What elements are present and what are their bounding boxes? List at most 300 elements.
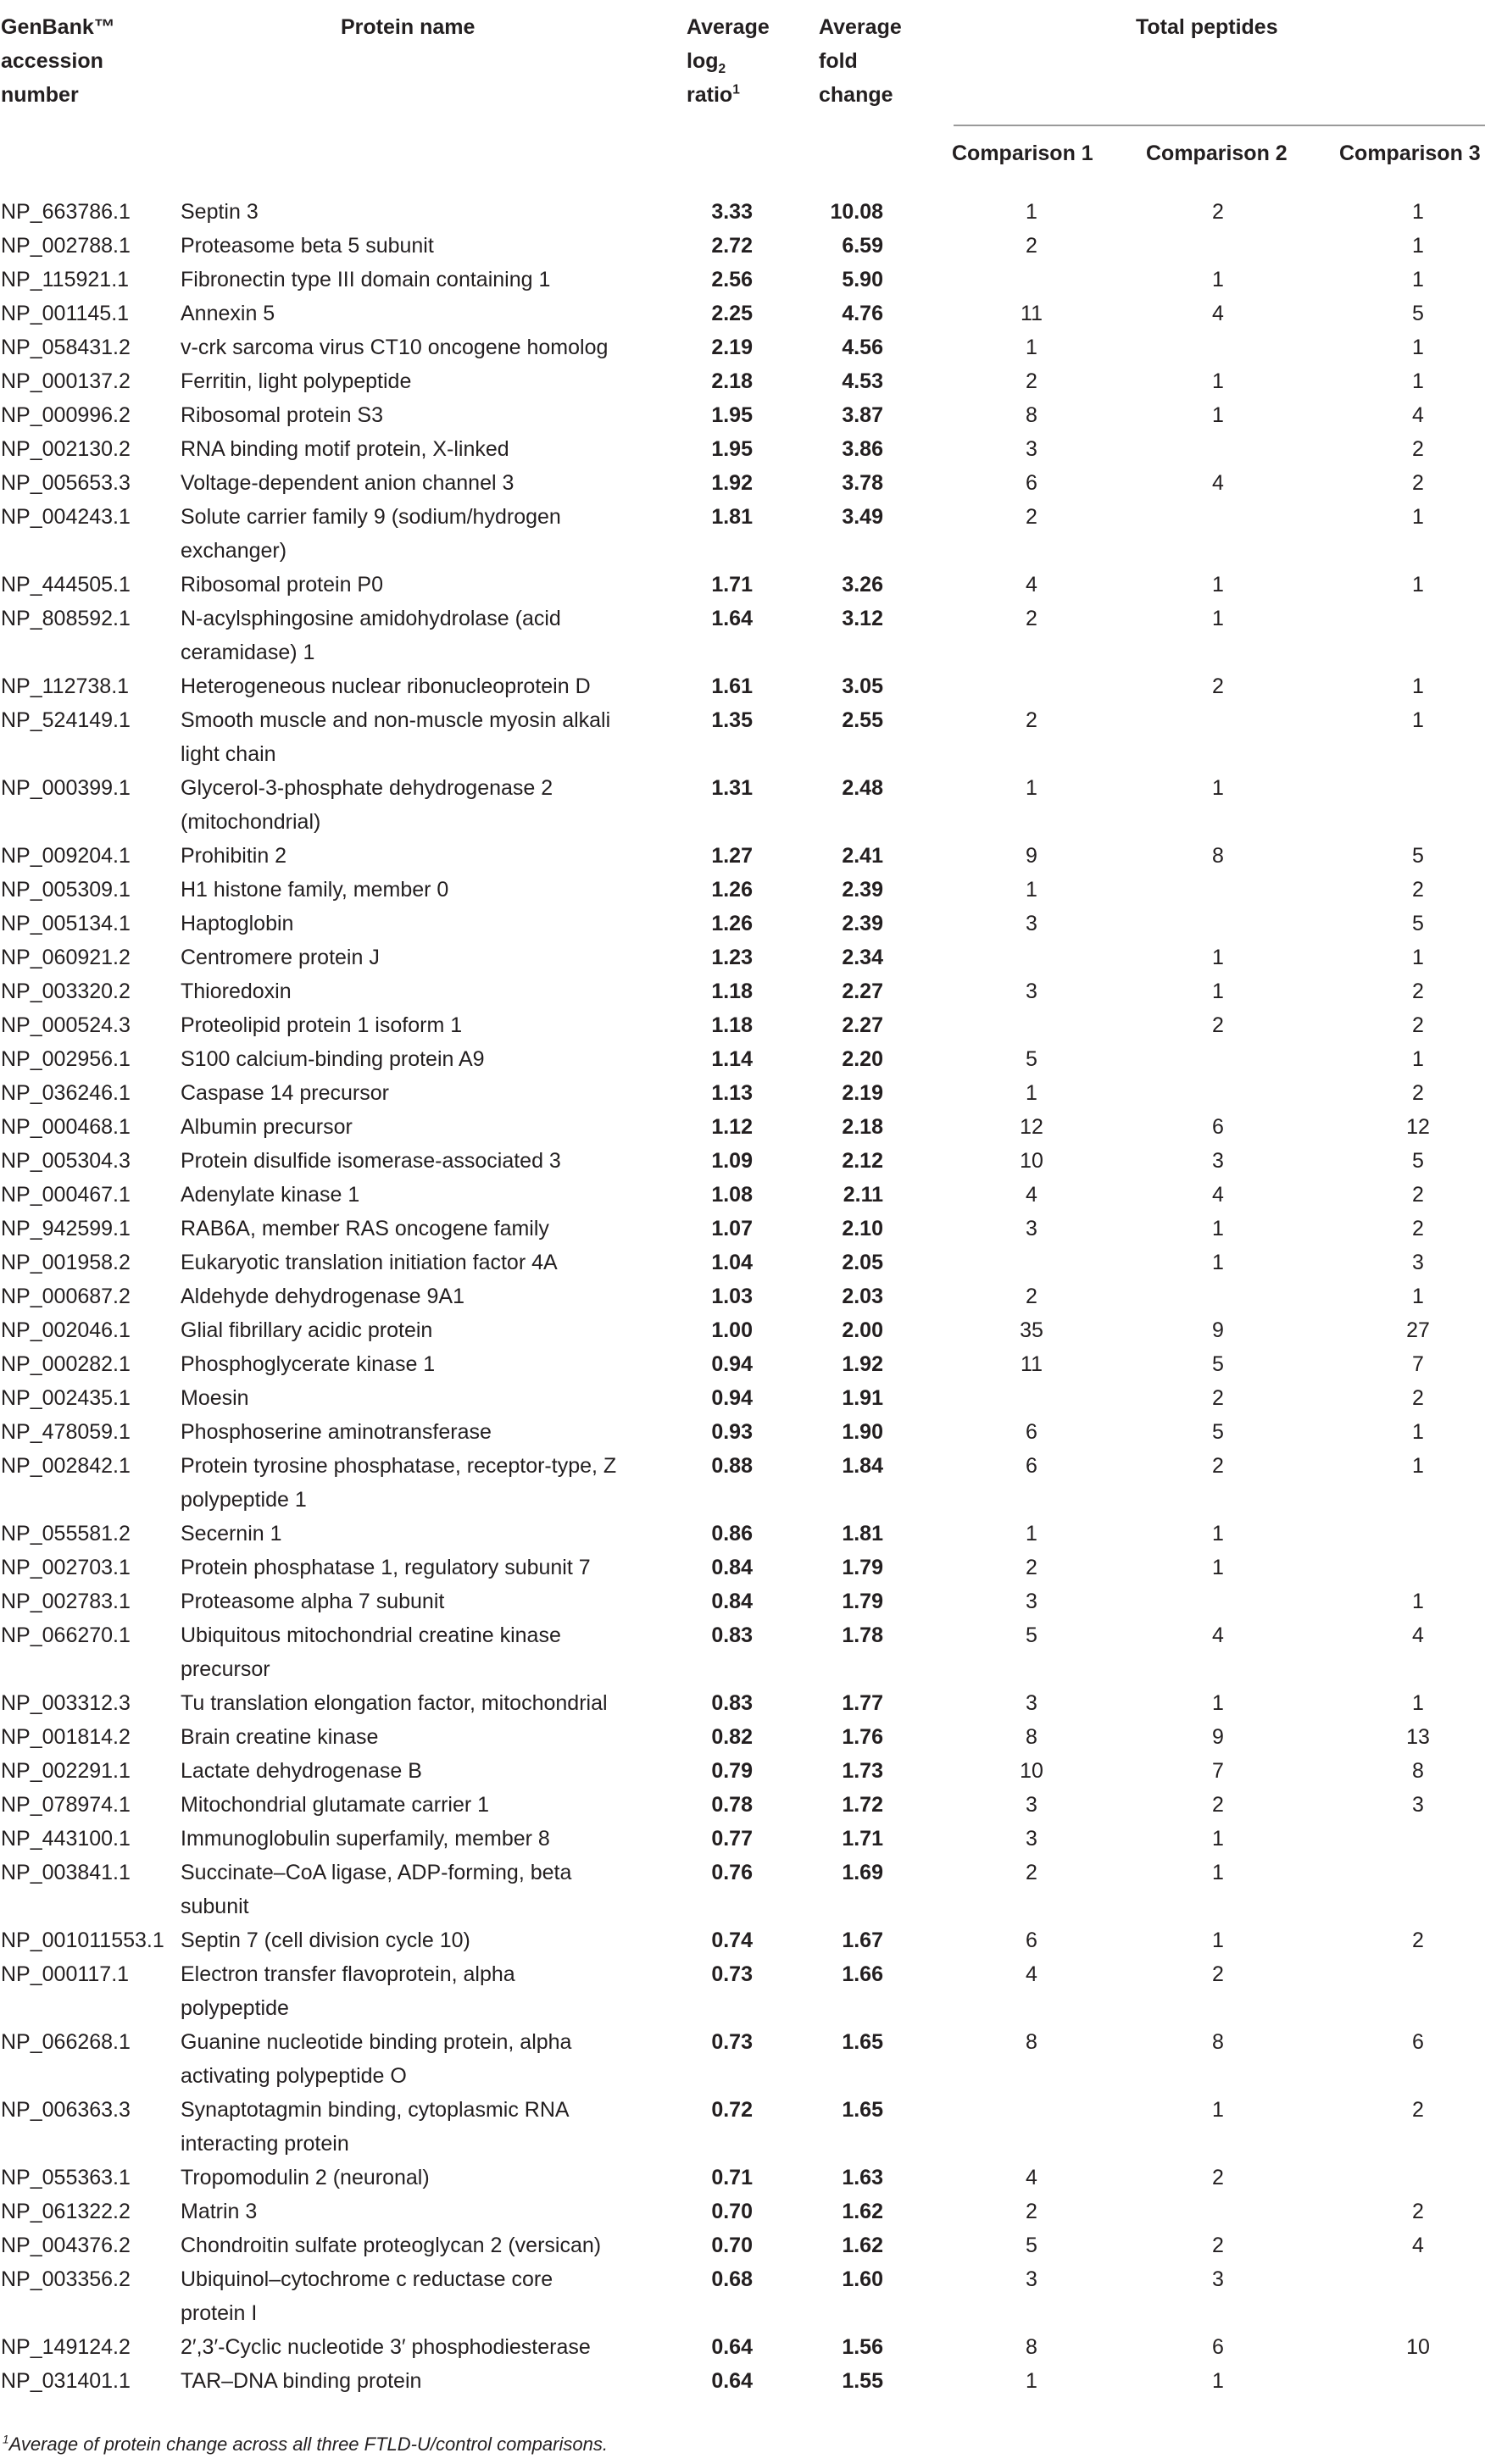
- comparison-1-cell: 4: [1026, 2166, 1037, 2189]
- table-row: [0, 873, 1485, 907]
- log2-ratio-cell: 1.92: [711, 471, 753, 495]
- fold-change-cell: 1.79: [842, 1590, 883, 1613]
- table-row: [0, 941, 1485, 974]
- comparison-3-cell: 13: [1406, 1725, 1430, 1749]
- accession-cell: NP_112738.1: [1, 674, 130, 698]
- table-row: [0, 1110, 1485, 1144]
- fold-change-cell: 4.56: [842, 336, 883, 359]
- comparison-2-cell: 1: [1212, 268, 1224, 291]
- comparison-1-cell: 2: [1026, 708, 1037, 732]
- comparison-3-cell: 1: [1412, 336, 1424, 359]
- accession-cell: NP_002130.2: [1, 437, 131, 461]
- table-row: [0, 1720, 1485, 1754]
- table-row: [0, 2364, 1485, 2398]
- comparison-1-cell: 3: [1026, 1691, 1037, 1715]
- table-row: [0, 669, 1485, 703]
- protein-name-cell: Guanine nucleotide binding protein, alpha activating polypeptide O: [181, 2030, 572, 2088]
- log2-ratio-cell: 1.95: [711, 403, 753, 427]
- comparison-2-cell: 1: [1212, 776, 1224, 800]
- table-row: [0, 703, 1485, 771]
- comparison-1-cell: 3: [1026, 912, 1037, 935]
- protein-name-cell: Thioredoxin: [181, 979, 292, 1003]
- accession-cell: NP_005653.3: [1, 471, 131, 495]
- comparison-1-cell: 3: [1026, 1793, 1037, 1817]
- table-row: [0, 500, 1485, 568]
- protein-name-cell: Electron transfer flavoprotein, alpha polypeptide: [181, 1962, 515, 2020]
- accession-cell: NP_055581.2: [1, 1522, 131, 1546]
- accession-cell: NP_001814.2: [1, 1725, 131, 1749]
- fold-change-cell: 3.26: [842, 573, 883, 597]
- comparison-2-cell: 8: [1212, 2030, 1224, 2054]
- comparison-1-cell: 1: [1026, 2369, 1037, 2393]
- accession-cell: NP_002783.1: [1, 1590, 131, 1613]
- protein-name-cell: Synaptotagmin binding, cytoplasmic RNA interacting protein: [181, 2098, 569, 2156]
- fold-change-cell: 2.48: [842, 776, 883, 800]
- fold-change-cell: 2.41: [842, 844, 883, 868]
- log2-ratio-cell: 1.18: [711, 1013, 753, 1037]
- fold-change-cell: 1.91: [842, 1386, 883, 1410]
- log2-ratio-cell: 0.82: [711, 1725, 753, 1749]
- protein-name-cell: Glycerol-3-phosphate dehydrogenase 2 (mitochondrial): [181, 776, 553, 834]
- comparison-3-cell: 2: [1412, 1183, 1424, 1207]
- fold-change-cell: 1.63: [842, 2166, 883, 2189]
- comparison-3-cell: 5: [1412, 912, 1424, 935]
- comparison-3-cell: 1: [1412, 1590, 1424, 1613]
- fold-change-cell: 1.72: [842, 1793, 883, 1817]
- comparison-3-cell: 1: [1412, 573, 1424, 597]
- fold-change-cell: 1.60: [842, 2267, 883, 2291]
- log2-ratio-cell: 1.95: [711, 437, 753, 461]
- accession-cell: NP_478059.1: [1, 1420, 131, 1444]
- log2-ratio-cell: 1.27: [711, 844, 753, 868]
- table-row: [0, 568, 1485, 602]
- log2-ratio-cell: 0.74: [711, 1928, 753, 1952]
- table-row: [0, 229, 1485, 263]
- protein-name-cell: Lactate dehydrogenase B: [181, 1759, 422, 1783]
- fold-change-cell: 1.76: [842, 1725, 883, 1749]
- fold-change-cell: 3.49: [842, 505, 883, 529]
- comparison-1-cell: 1: [1026, 878, 1037, 902]
- log2-ratio-cell: 0.64: [711, 2335, 753, 2359]
- comparison-1-cell: 6: [1026, 471, 1037, 495]
- fold-change-cell: 1.77: [842, 1691, 883, 1715]
- table-row: [0, 1178, 1485, 1212]
- table-row: [0, 1517, 1485, 1551]
- log2-ratio-cell: 0.78: [711, 1793, 753, 1817]
- fold-change-cell: 2.12: [842, 1149, 883, 1173]
- accession-cell: NP_031401.1: [1, 2369, 131, 2393]
- fold-change-cell: 1.66: [842, 1962, 883, 1986]
- table-row: [0, 974, 1485, 1008]
- comparison-1-cell: 1: [1026, 1522, 1037, 1546]
- comparison-2-cell: 9: [1212, 1725, 1224, 1749]
- table-row: [0, 1584, 1485, 1618]
- comparison-3-cell: 12: [1406, 1115, 1430, 1139]
- table-row: [0, 1212, 1485, 1246]
- comparison-1-cell: 8: [1026, 403, 1037, 427]
- fold-change-cell: 2.18: [842, 1115, 883, 1139]
- accession-cell: NP_002291.1: [1, 1759, 131, 1783]
- accession-cell: NP_002788.1: [1, 234, 131, 258]
- accession-cell: NP_004243.1: [1, 505, 131, 529]
- comparison-2-cell: 7: [1212, 1759, 1224, 1783]
- table-row: [0, 1347, 1485, 1381]
- comparison-1-cell: 2: [1026, 1861, 1037, 1884]
- fold-change-cell: 1.81: [842, 1522, 883, 1546]
- table-row: [0, 1279, 1485, 1313]
- log2-ratio-cell: 2.72: [711, 234, 753, 258]
- table-row: [0, 1754, 1485, 1788]
- protein-name-cell: H1 histone family, member 0: [181, 878, 449, 902]
- header-accession: GenBank™ accession number: [1, 15, 115, 107]
- accession-cell: NP_001958.2: [1, 1251, 131, 1274]
- accession-cell: NP_058431.2: [1, 336, 131, 359]
- comparison-3-cell: 5: [1412, 844, 1424, 868]
- accession-cell: NP_444505.1: [1, 573, 131, 597]
- fold-change-cell: 3.05: [842, 674, 883, 698]
- comparison-2-cell: 2: [1212, 1386, 1224, 1410]
- comparison-2-cell: 1: [1212, 1556, 1224, 1579]
- footnote: $^1$Average of protein change across all three FTLD-U/control comparisons.: [3, 2433, 608, 2455]
- comparison-3-cell: 1: [1412, 1691, 1424, 1715]
- accession-cell: NP_003841.1: [1, 1861, 131, 1884]
- comparison-1-cell: 8: [1026, 2030, 1037, 2054]
- comparison-3-cell: 1: [1412, 1420, 1424, 1444]
- fold-change-cell: 1.67: [842, 1928, 883, 1952]
- table-row: [0, 2330, 1485, 2364]
- table-row: [0, 330, 1485, 364]
- comparison-2-cell: 1: [1212, 1928, 1224, 1952]
- protein-name-cell: Protein phosphatase 1, regulatory subunit 7: [181, 1556, 591, 1579]
- table-row: [0, 2025, 1485, 2093]
- comparison-1-cell: 6: [1026, 1420, 1037, 1444]
- comparison-3-cell: 4: [1412, 1623, 1424, 1647]
- table-row: [0, 1449, 1485, 1517]
- table-row: [0, 1822, 1485, 1856]
- accession-cell: NP_001145.1: [1, 302, 130, 325]
- accession-cell: NP_002435.1: [1, 1386, 131, 1410]
- comparison-1-cell: 4: [1026, 1183, 1037, 1207]
- comparison-1-cell: 5: [1026, 1623, 1037, 1647]
- log2-ratio-cell: 0.84: [711, 1556, 753, 1579]
- comparison-1-cell: 2: [1026, 234, 1037, 258]
- comparison-1-cell: 6: [1026, 1928, 1037, 1952]
- protein-name-cell: Ribosomal protein S3: [181, 403, 384, 427]
- comparison-3-cell: 4: [1412, 2234, 1424, 2257]
- header-comparison-2: Comparison 2: [1146, 142, 1288, 165]
- comparison-2-cell: 2: [1212, 1793, 1224, 1817]
- fold-change-cell: 1.62: [842, 2234, 883, 2257]
- log2-ratio-cell: 1.23: [711, 946, 753, 969]
- header-divider: [954, 125, 1485, 126]
- log2-ratio-cell: 0.93: [711, 1420, 753, 1444]
- comparison-3-cell: 1: [1412, 1047, 1424, 1071]
- table-row: [0, 297, 1485, 330]
- comparison-1-cell: 1: [1026, 336, 1037, 359]
- table-row: [0, 1686, 1485, 1720]
- protein-name-cell: Chondroitin sulfate proteoglycan 2 (versican): [181, 2234, 602, 2257]
- comparison-2-cell: 2: [1212, 2234, 1224, 2257]
- comparison-1-cell: 8: [1026, 2335, 1037, 2359]
- log2-ratio-cell: 1.31: [711, 776, 753, 800]
- comparison-3-cell: 2: [1412, 979, 1424, 1003]
- protein-name-cell: Tu translation elongation factor, mitochondrial: [181, 1691, 608, 1715]
- comparison-3-cell: 2: [1412, 437, 1424, 461]
- fold-change-cell: 1.55: [842, 2369, 883, 2393]
- comparison-2-cell: 1: [1212, 979, 1224, 1003]
- log2-ratio-cell: 2.56: [711, 268, 753, 291]
- fold-change-cell: 1.73: [842, 1759, 883, 1783]
- fold-change-cell: 2.39: [842, 912, 883, 935]
- fold-change-cell: 2.10: [842, 1217, 883, 1240]
- protein-name-cell: N-acylsphingosine amidohydrolase (acid ceramidase) 1: [181, 607, 561, 664]
- log2-ratio-cell: 3.33: [711, 200, 753, 224]
- comparison-1-cell: 6: [1026, 1454, 1037, 1478]
- comparison-2-cell: 1: [1212, 1522, 1224, 1546]
- fold-change-cell: 4.76: [842, 302, 883, 325]
- fold-change-cell: 2.34: [842, 946, 883, 969]
- protein-name-cell: Moesin: [181, 1386, 249, 1410]
- comparison-2-cell: 1: [1212, 2098, 1224, 2122]
- protein-name-cell: Heterogeneous nuclear ribonucleoprotein D: [181, 674, 591, 698]
- header-comparison-1: Comparison 1: [952, 142, 1093, 165]
- protein-name-cell: Secernin 1: [181, 1522, 282, 1546]
- protein-name-cell: Matrin 3: [181, 2200, 258, 2223]
- log2-ratio-cell: 1.26: [711, 878, 753, 902]
- table-row: [0, 1008, 1485, 1042]
- log2-ratio-cell: 1.14: [711, 1047, 753, 1071]
- comparison-1-cell: 3: [1026, 1827, 1037, 1851]
- protein-name-cell: Brain creatine kinase: [181, 1725, 379, 1749]
- protein-name-cell: Proteasome alpha 7 subunit: [181, 1590, 445, 1613]
- comparison-3-cell: 4: [1412, 403, 1424, 427]
- log2-ratio-cell: 0.77: [711, 1827, 753, 1851]
- comparison-2-cell: 5: [1212, 1352, 1224, 1376]
- table-row: [0, 2228, 1485, 2262]
- comparison-1-cell: 3: [1026, 1217, 1037, 1240]
- log2-ratio-cell: 1.64: [711, 607, 753, 630]
- log2-ratio-cell: 0.94: [711, 1386, 753, 1410]
- table-row: [0, 1381, 1485, 1415]
- protein-name-cell: Centromere protein J: [181, 946, 380, 969]
- fold-change-cell: 1.56: [842, 2335, 883, 2359]
- protein-name-cell: Ubiquitous mitochondrial creatine kinase precursor: [181, 1623, 561, 1681]
- comparison-2-cell: 1: [1212, 1691, 1224, 1715]
- protein-name-cell: Solute carrier family 9 (sodium/hydrogen exchanger): [181, 505, 561, 563]
- log2-ratio-cell: 0.68: [711, 2267, 753, 2291]
- accession-cell: NP_002046.1: [1, 1318, 131, 1342]
- accession-cell: NP_443100.1: [1, 1827, 131, 1851]
- protein-name-cell: RNA binding motif protein, X-linked: [181, 437, 509, 461]
- accession-cell: NP_002842.1: [1, 1454, 131, 1478]
- accession-cell: NP_663786.1: [1, 200, 131, 224]
- comparison-2-cell: 2: [1212, 1962, 1224, 1986]
- comparison-2-cell: 4: [1212, 1623, 1224, 1647]
- table-row: [0, 1144, 1485, 1178]
- accession-cell: NP_036246.1: [1, 1081, 131, 1105]
- protein-name-cell: Protein disulfide isomerase-associated 3: [181, 1149, 561, 1173]
- fold-change-cell: 2.20: [842, 1047, 883, 1071]
- log2-ratio-cell: 0.86: [711, 1522, 753, 1546]
- comparison-3-cell: 1: [1412, 505, 1424, 529]
- log2-ratio-cell: 0.73: [711, 1962, 753, 1986]
- protein-name-cell: Immunoglobulin superfamily, member 8: [181, 1827, 550, 1851]
- protein-name-cell: Septin 3: [181, 200, 259, 224]
- header-log2-ratio: Average $\log_2$ ratio$^1$: [687, 15, 770, 107]
- comparison-1-cell: 1: [1026, 200, 1037, 224]
- accession-cell: NP_055363.1: [1, 2166, 131, 2189]
- protein-name-cell: Glial fibrillary acidic protein: [181, 1318, 433, 1342]
- comparison-1-cell: 8: [1026, 1725, 1037, 1749]
- accession-cell: NP_004376.2: [1, 2234, 131, 2257]
- comparison-1-cell: 12: [1020, 1115, 1043, 1139]
- accession-cell: NP_000687.2: [1, 1285, 131, 1308]
- log2-ratio-cell: 0.64: [711, 2369, 753, 2393]
- comparison-1-cell: 9: [1026, 844, 1037, 868]
- comparison-1-cell: 2: [1026, 369, 1037, 393]
- fold-change-cell: 2.55: [842, 708, 883, 732]
- comparison-1-cell: 5: [1026, 2234, 1037, 2257]
- table-row: [0, 1076, 1485, 1110]
- fold-change-cell: 1.92: [842, 1352, 883, 1376]
- comparison-1-cell: 2: [1026, 505, 1037, 529]
- fold-change-cell: 2.00: [842, 1318, 883, 1342]
- protein-name-cell: Adenylate kinase 1: [181, 1183, 360, 1207]
- comparison-2-cell: 1: [1212, 1217, 1224, 1240]
- accession-cell: NP_002956.1: [1, 1047, 131, 1071]
- table-header: [0, 0, 1485, 186]
- comparison-2-cell: 4: [1212, 1183, 1224, 1207]
- comparison-1-cell: 2: [1026, 2200, 1037, 2223]
- table-row: [0, 2093, 1485, 2161]
- table-row: [0, 1957, 1485, 2025]
- comparison-1-cell: 10: [1020, 1149, 1043, 1173]
- comparison-2-cell: 9: [1212, 1318, 1224, 1342]
- protein-name-cell: Ferritin, light polypeptide: [181, 369, 412, 393]
- log2-ratio-cell: 0.76: [711, 1861, 753, 1884]
- comparison-2-cell: 1: [1212, 946, 1224, 969]
- comparison-3-cell: 1: [1412, 200, 1424, 224]
- comparison-1-cell: 3: [1026, 1590, 1037, 1613]
- comparison-1-cell: 1: [1026, 1081, 1037, 1105]
- comparison-3-cell: 1: [1412, 369, 1424, 393]
- log2-ratio-cell: 1.26: [711, 912, 753, 935]
- log2-ratio-cell: 0.94: [711, 1352, 753, 1376]
- comparison-2-cell: 4: [1212, 471, 1224, 495]
- fold-change-cell: 2.39: [842, 878, 883, 902]
- comparison-3-cell: 2: [1412, 1386, 1424, 1410]
- fold-change-cell: 2.05: [842, 1251, 883, 1274]
- accession-cell: NP_060921.2: [1, 946, 131, 969]
- fold-change-cell: 5.90: [842, 268, 883, 291]
- comparison-2-cell: 1: [1212, 1827, 1224, 1851]
- comparison-3-cell: 2: [1412, 471, 1424, 495]
- comparison-3-cell: 1: [1412, 268, 1424, 291]
- comparison-3-cell: 27: [1406, 1318, 1430, 1342]
- table-row: [0, 1313, 1485, 1347]
- accession-cell: NP_000137.2: [1, 369, 131, 393]
- log2-ratio-cell: 2.18: [711, 369, 753, 393]
- protein-name-cell: Albumin precursor: [181, 1115, 353, 1139]
- comparison-2-cell: 6: [1212, 1115, 1224, 1139]
- comparison-3-cell: 1: [1412, 1285, 1424, 1308]
- comparison-3-cell: 5: [1412, 1149, 1424, 1173]
- log2-ratio-cell: 0.70: [711, 2200, 753, 2223]
- header-fold-change: Average fold change: [819, 15, 902, 107]
- comparison-1-cell: 1: [1026, 776, 1037, 800]
- table-row: [0, 2161, 1485, 2195]
- log2-ratio-cell: 2.19: [711, 336, 753, 359]
- accession-cell: NP_000117.1: [1, 1962, 130, 1986]
- accession-cell: NP_005304.3: [1, 1149, 131, 1173]
- log2-ratio-cell: 1.07: [711, 1217, 753, 1240]
- protein-name-cell: Haptoglobin: [181, 912, 294, 935]
- comparison-3-cell: 8: [1412, 1759, 1424, 1783]
- comparison-3-cell: 2: [1412, 2200, 1424, 2223]
- comparison-1-cell: 5: [1026, 1047, 1037, 1071]
- table-row: [0, 1551, 1485, 1584]
- fold-change-cell: 1.65: [842, 2098, 883, 2122]
- fold-change-cell: 2.27: [842, 1013, 883, 1037]
- fold-change-cell: 6.59: [842, 234, 883, 258]
- comparison-1-cell: 10: [1020, 1759, 1043, 1783]
- accession-cell: NP_003320.2: [1, 979, 131, 1003]
- comparison-1-cell: 4: [1026, 1962, 1037, 1986]
- fold-change-cell: 3.78: [842, 471, 883, 495]
- log2-ratio-cell: 0.83: [711, 1691, 753, 1715]
- protein-name-cell: Proteolipid protein 1 isoform 1: [181, 1013, 463, 1037]
- protein-name-cell: TAR–DNA binding protein: [181, 2369, 422, 2393]
- fold-change-cell: 3.12: [842, 607, 883, 630]
- comparison-2-cell: 4: [1212, 302, 1224, 325]
- log2-ratio-cell: 0.71: [711, 2166, 753, 2189]
- comparison-2-cell: 8: [1212, 844, 1224, 868]
- fold-change-cell: 4.53: [842, 369, 883, 393]
- protein-name-cell: Annexin 5: [181, 302, 275, 325]
- log2-ratio-cell: 0.72: [711, 2098, 753, 2122]
- comparison-1-cell: 4: [1026, 573, 1037, 597]
- comparison-3-cell: 6: [1412, 2030, 1424, 2054]
- fold-change-cell: 1.71: [842, 1827, 883, 1851]
- table-row: [0, 1042, 1485, 1076]
- protein-name-cell: Ubiquinol–cytochrome c reductase core protein I: [181, 2267, 553, 2325]
- comparison-2-cell: 1: [1212, 2369, 1224, 2393]
- protein-name-cell: Smooth muscle and non-muscle myosin alkali light chain: [181, 708, 611, 766]
- table-row: [0, 839, 1485, 873]
- fold-change-cell: 1.90: [842, 1420, 883, 1444]
- comparison-2-cell: 3: [1212, 1149, 1224, 1173]
- comparison-3-cell: 2: [1412, 1217, 1424, 1240]
- table-row: [0, 771, 1485, 839]
- comparison-3-cell: 2: [1412, 2098, 1424, 2122]
- comparison-2-cell: 1: [1212, 573, 1224, 597]
- comparison-3-cell: 3: [1412, 1793, 1424, 1817]
- log2-ratio-cell: 0.84: [711, 1590, 753, 1613]
- header-protein-name: Protein name: [341, 15, 476, 39]
- log2-ratio-cell: 1.00: [711, 1318, 753, 1342]
- log2-ratio-cell: 1.09: [711, 1149, 753, 1173]
- log2-ratio-cell: 1.12: [711, 1115, 753, 1139]
- comparison-3-cell: 1: [1412, 946, 1424, 969]
- table-row: [0, 364, 1485, 398]
- accession-cell: NP_149124.2: [1, 2335, 131, 2359]
- fold-change-cell: 10.08: [830, 200, 883, 224]
- fold-change-cell: 1.65: [842, 2030, 883, 2054]
- fold-change-cell: 2.03: [842, 1285, 883, 1308]
- comparison-1-cell: 11: [1021, 1352, 1043, 1376]
- protein-name-cell: Mitochondrial glutamate carrier 1: [181, 1793, 490, 1817]
- protein-name-cell: Caspase 14 precursor: [181, 1081, 389, 1105]
